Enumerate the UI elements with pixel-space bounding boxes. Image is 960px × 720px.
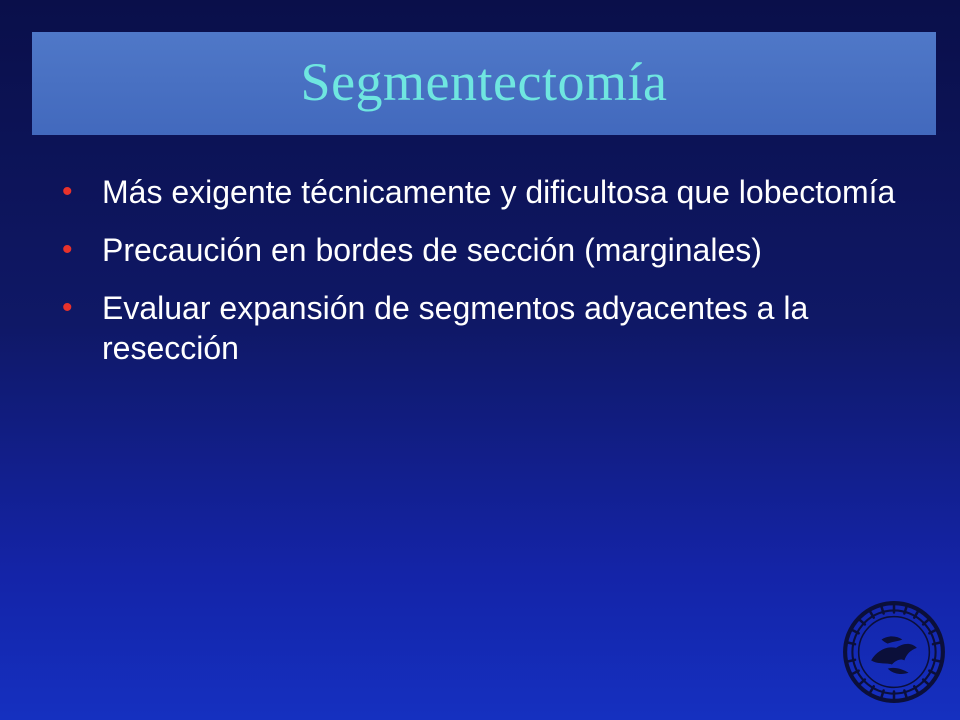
bullet-marker: •: [62, 291, 73, 324]
bullet-marker: •: [62, 233, 73, 266]
bullet-item: [60, 172, 900, 212]
bullet-item: [60, 288, 900, 368]
bullet-list: [60, 172, 900, 386]
bullet-text: Precaución en bordes de sección (marginales): [102, 232, 762, 268]
title-band: [32, 32, 936, 135]
bullet-item: [60, 230, 900, 270]
bullet-text: Más exigente técnicamente y dificultosa que lobectomía: [102, 174, 896, 210]
society-seal-icon: [842, 600, 946, 704]
bullet-text: Evaluar expansión de segmentos adyacentes a la resección: [102, 290, 809, 366]
slide-title: Segmentectomía: [300, 51, 668, 112]
bullet-marker: •: [62, 175, 73, 208]
